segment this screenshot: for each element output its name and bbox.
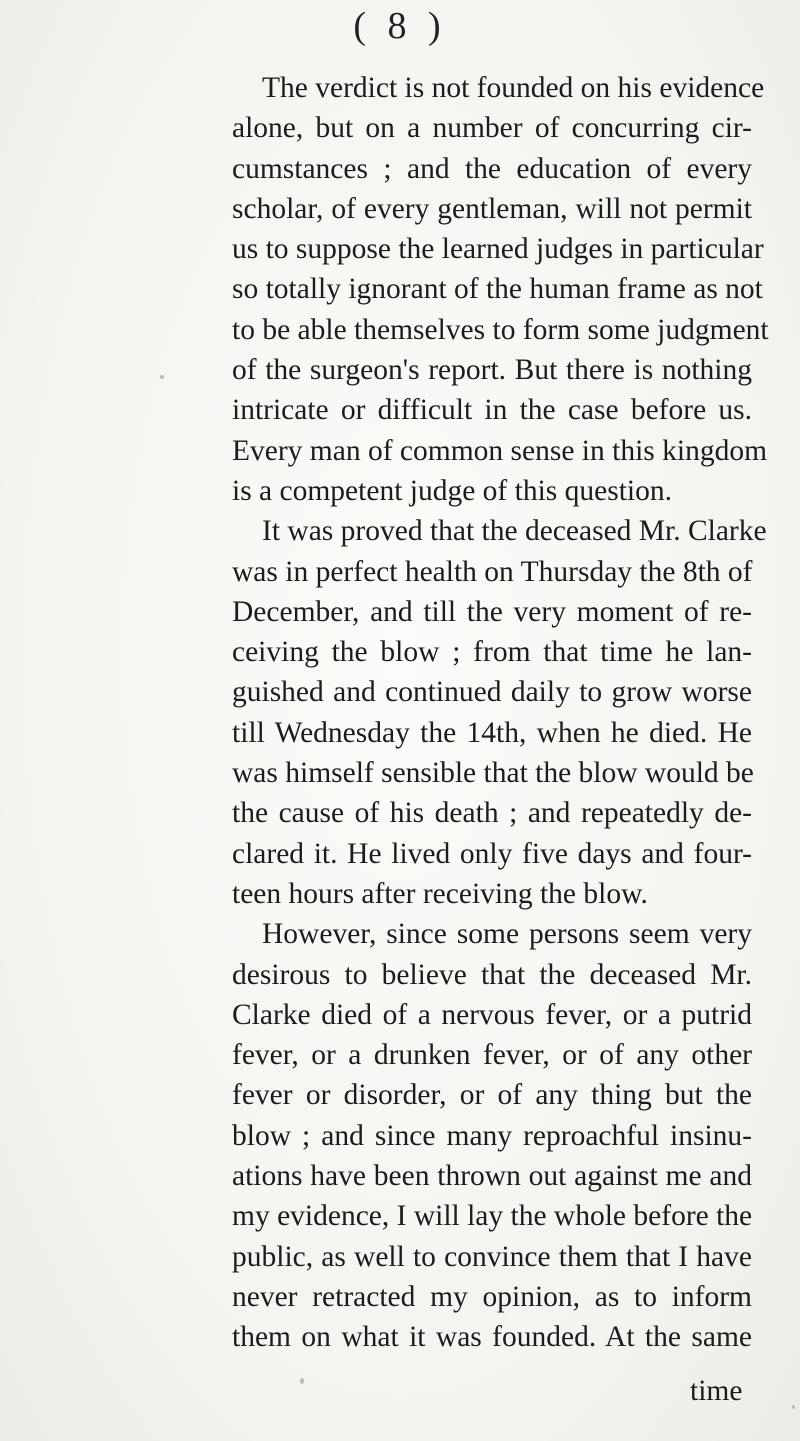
text-line: fever or disorder, or of any thing but the bbox=[232, 1079, 752, 1112]
paper-speck bbox=[792, 1405, 795, 1409]
text-line: teen hours after receiving the blow. bbox=[232, 877, 648, 910]
text-line: public, as well to convince them that I have bbox=[232, 1240, 752, 1273]
text-line: Clarke died of a nervous fever, or a putrid bbox=[232, 998, 752, 1031]
text-line: till Wednesday the 14th, when he died. He bbox=[232, 716, 752, 749]
text-line: ations have been thrown out against me and bbox=[232, 1160, 752, 1193]
text-line: them on what it was founded. At the same bbox=[232, 1321, 752, 1354]
text-line: blow ; and since many reproachful insinu- bbox=[232, 1119, 752, 1152]
text-line: is a competent judge of this question. bbox=[232, 474, 672, 507]
text-line: alone, but on a number of concurring cir- bbox=[232, 112, 752, 145]
text-line: guished and continued daily to grow worse bbox=[232, 676, 752, 709]
text-line: Every man of common sense in this kingdom bbox=[232, 434, 768, 467]
paper-speck bbox=[300, 1378, 304, 1384]
text-line: the cause of his death ; and repeatedly de- bbox=[232, 797, 752, 830]
page-number: ( 8 ) bbox=[353, 5, 447, 47]
catchword: time bbox=[690, 1375, 743, 1407]
text-line: December, and till the very moment of re- bbox=[232, 595, 752, 628]
text-line: us to suppose the learned judges in particular bbox=[232, 233, 764, 266]
text-line: However, since some persons seem very bbox=[262, 918, 752, 951]
paper-speck bbox=[160, 375, 164, 379]
text-line: ceiving the blow ; from that time he lan- bbox=[232, 636, 752, 669]
text-line: fever, or a drunken fever, or of any other bbox=[232, 1039, 752, 1072]
text-line: scholar, of every gentleman, will not permit bbox=[232, 192, 752, 225]
text-line: was in perfect health on Thursday the 8th of bbox=[232, 555, 753, 588]
text-line: of the surgeon's report. But there is nothing bbox=[232, 354, 752, 387]
text-line: intricate or difficult in the case before us. bbox=[232, 394, 752, 427]
text-line: my evidence, I will lay the whole before the bbox=[232, 1200, 753, 1233]
text-line: so totally ignorant of the human frame as not bbox=[232, 273, 763, 306]
text-line: The verdict is not founded on his evidence bbox=[262, 72, 765, 104]
text-line: clared it. He lived only five days and four- bbox=[232, 837, 752, 870]
text-line: It was proved that the deceased Mr. Clarke bbox=[262, 515, 767, 548]
text-line: was himself sensible that the blow would be bbox=[232, 757, 754, 790]
body-text bbox=[232, 68, 769, 1358]
text-line: cumstances ; and the education of every bbox=[232, 152, 752, 185]
text-line: desirous to believe that the deceased Mr. bbox=[232, 958, 752, 991]
text-line: never retracted my opinion, as to inform bbox=[232, 1280, 752, 1313]
text-line: to be able themselves to form some judgment bbox=[232, 313, 769, 346]
